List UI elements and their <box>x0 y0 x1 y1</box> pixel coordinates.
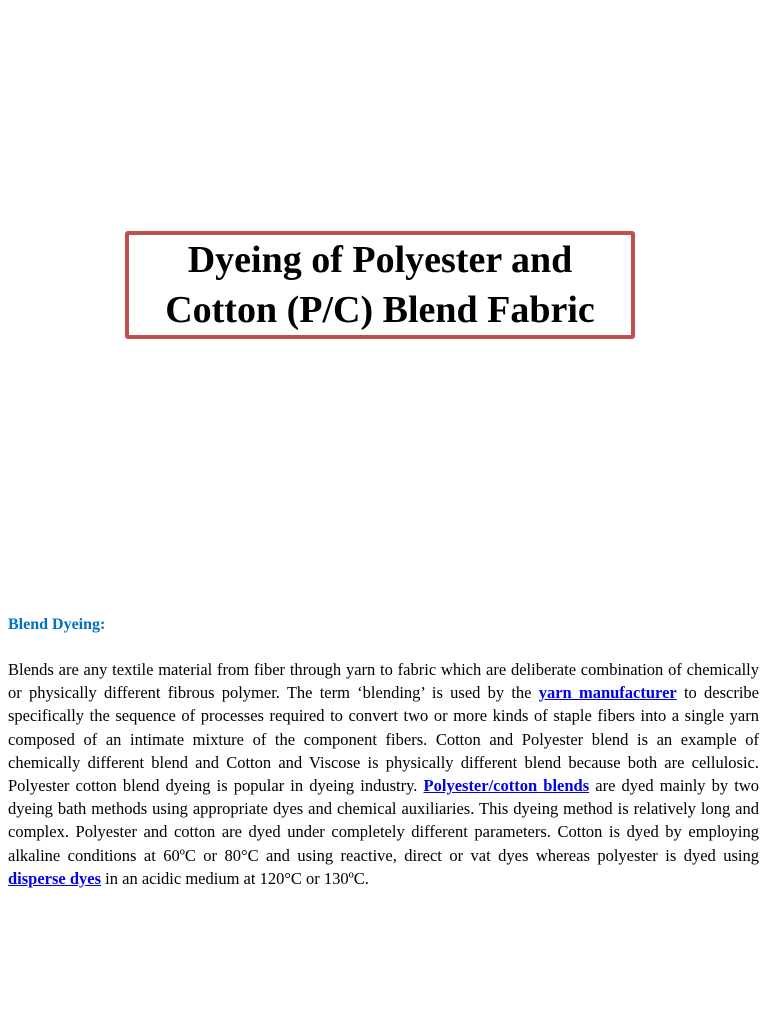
body-paragraph <box>8 658 759 890</box>
paragraph-text: Blends are any textile material from fiber through yarn to fabric which are deliberate combination of chemically or physically different fibrous polymer. The term ‘blending’ is used by the <box>8 660 759 703</box>
title-box <box>125 231 635 339</box>
document-title-line-2: Cotton (P/C) Blend Fabric <box>165 289 595 331</box>
paragraph-text: in an acidic medium at 120°C or 130ºC. <box>101 868 369 888</box>
document-title-line-1: Dyeing of Polyester and <box>187 239 573 281</box>
yarn-manufacturer-link[interactable]: yarn manufacturer <box>538 683 677 703</box>
section-heading: Blend Dyeing: <box>8 616 106 633</box>
disperse-dyes-link[interactable]: disperse dyes <box>8 868 102 888</box>
paragraph-text: to describe specifically the sequence of processes required to convert two or more kinds of staple fibers into a single yarn composed of an intimate mixture of the component fibers. Cotton and Polyester blend is an example of chemically different blend and Cotton and Viscose is physically different blend because both are cellulosic. Polyester cotton blend dyeing is popular in dyeing industry. <box>8 683 759 796</box>
paragraph-text: are dyed mainly by two dyeing bath methods using appropriate dyes and chemical auxiliaries. This dyeing method is relatively long and complex. Polyester and cotton are dyed under completely different parameters. Cotton is dyed by employing alkaline conditions at 60ºC or 80°C and using reactive, direct or vat dyes whereas polyester is dyed using <box>8 776 759 865</box>
polyester-cotton-blends-link[interactable]: Polyester/cotton blends <box>423 776 590 796</box>
